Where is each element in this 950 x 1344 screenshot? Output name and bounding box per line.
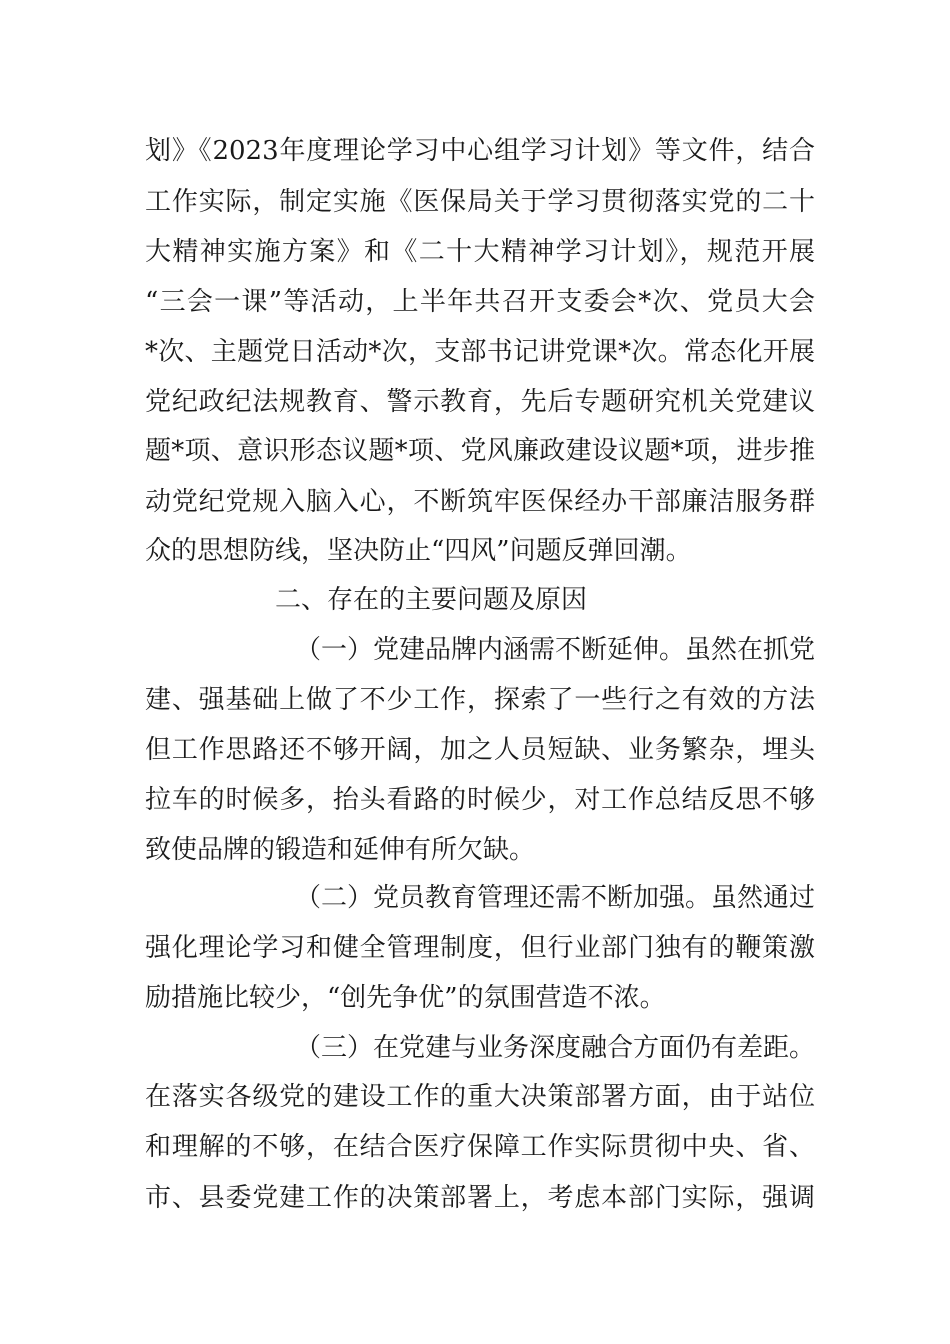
body-line: 大精神实施方案》和《二十大精神学习计划》，规范开展 bbox=[145, 237, 815, 267]
subsection-heading: （三）在党建与业务深度融合方面仍有差距。 bbox=[295, 1033, 816, 1063]
body-line: 但工作思路还不够开阔，加之人员短缺、业务繁杂，埋头 bbox=[145, 735, 815, 765]
body-line: 党纪政纪法规教育、警示教育，先后专题研究机关党建议 bbox=[145, 387, 815, 417]
body-line: 拉车的时候多，抬头看路的时候少，对工作总结反思不够 bbox=[145, 785, 815, 815]
body-line: 建、强基础上做了不少工作，探索了一些行之有效的方法 bbox=[145, 685, 815, 715]
section-heading: 二、存在的主要问题及原因 bbox=[275, 585, 588, 615]
body-line: 市、县委党建工作的决策部署上，考虑本部门实际，强调 bbox=[145, 1183, 815, 1213]
subsection-heading: （二）党员教育管理还需不断加强。虽然通过 bbox=[295, 883, 816, 913]
body-line: 励措施比较少，“创先争优”的氛围营造不浓。 bbox=[145, 983, 666, 1013]
body-line: *次、主题党日活动*次，支部书记讲党课*次。常态化开展 bbox=[145, 337, 815, 367]
body-line: 工作实际，制定实施《医保局关于学习贯彻落实党的二十 bbox=[145, 187, 815, 217]
body-line: 在落实各级党的建设工作的重大决策部署方面，由于站位 bbox=[145, 1082, 815, 1112]
body-line: 众的思想防线，坚决防止“四风”问题反弹回潮。 bbox=[145, 536, 692, 566]
body-line: 题*项、意识形态议题*项、党风廉政建设议题*项，进步推 bbox=[145, 436, 815, 466]
body-line: 和理解的不够，在结合医疗保障工作实际贯彻中央、省、 bbox=[145, 1132, 815, 1162]
body-line: 动党纪党规入脑入心，不断筑牢医保经办干部廉洁服务群 bbox=[145, 487, 815, 517]
body-line: 强化理论学习和健全管理制度，但行业部门独有的鞭策激 bbox=[145, 933, 815, 963]
body-line: 致使品牌的锻造和延伸有所欠缺。 bbox=[145, 835, 536, 865]
subsection-heading: （一）党建品牌内涵需不断延伸。虽然在抓党 bbox=[295, 635, 816, 665]
body-line: 划》《2023年度理论学习中心组学习计划》等文件，结合 bbox=[145, 136, 815, 166]
body-line: “三会一课”等活动，上半年共召开支委会*次、党员大会 bbox=[145, 287, 815, 317]
